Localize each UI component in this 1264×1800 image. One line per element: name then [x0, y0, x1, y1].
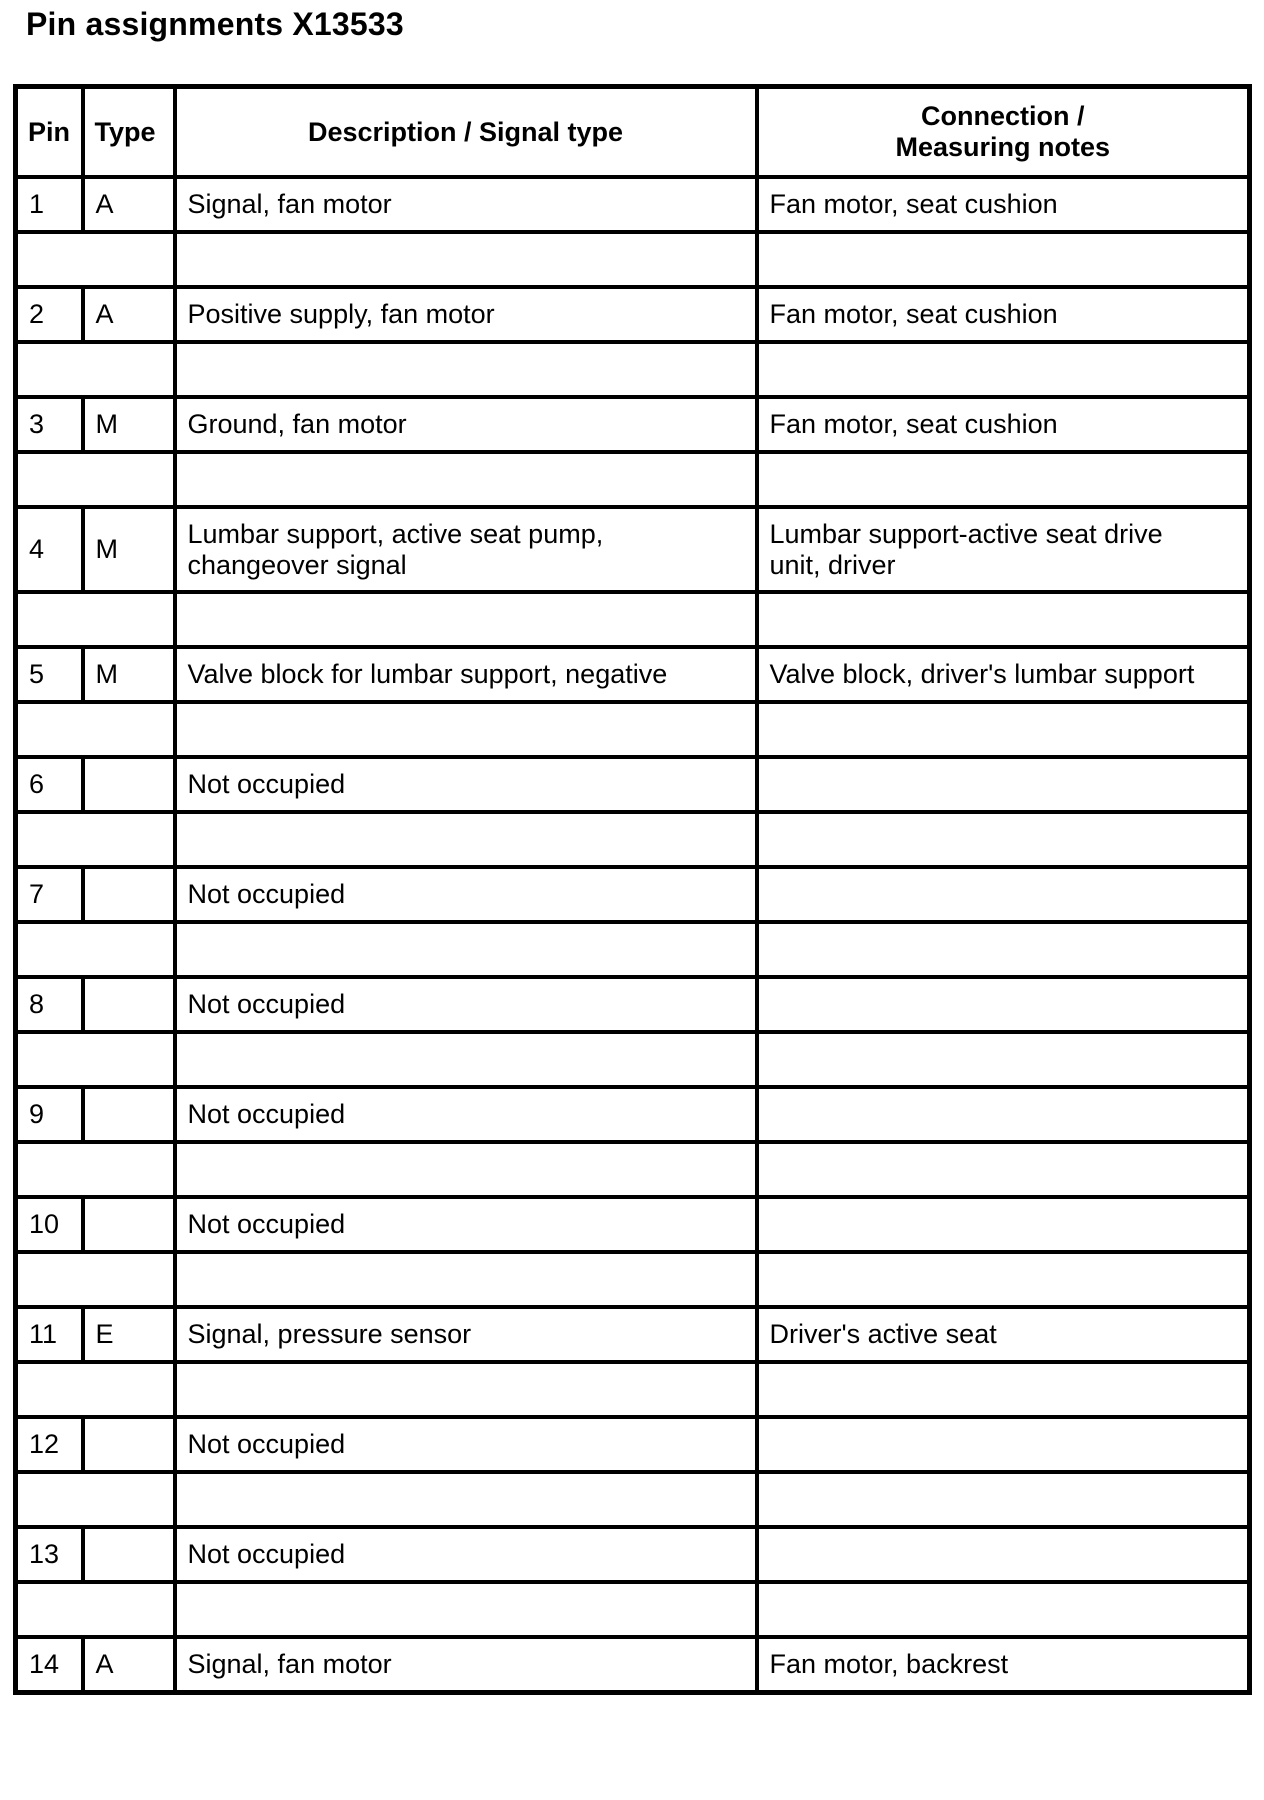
type-cell [83, 867, 175, 922]
description-cell: Not occupied [175, 977, 757, 1032]
table-row [16, 1307, 1250, 1362]
table-row [16, 867, 1250, 922]
connection-cell: Valve block, driver's lumbar support [757, 647, 1250, 702]
spacer-row [16, 1252, 1250, 1307]
table-row [16, 287, 1250, 342]
spacer-row [16, 1472, 1250, 1527]
spacer-row [16, 702, 1250, 757]
pin-cell: 2 [16, 287, 83, 342]
description-cell: Signal, fan motor [175, 177, 757, 232]
type-cell: A [83, 177, 175, 232]
pin-cell: 11 [16, 1307, 83, 1362]
table-row [16, 177, 1250, 232]
spacer-cell [16, 922, 175, 977]
spacer-cell [16, 702, 175, 757]
spacer-cell [175, 812, 757, 867]
spacer-cell [175, 452, 757, 507]
header-type: Type [83, 87, 175, 178]
spacer-cell [175, 922, 757, 977]
spacer-cell [16, 1032, 175, 1087]
page-title: Pin assignments X13533 [26, 6, 404, 42]
table-row [16, 507, 1250, 592]
spacer-cell [175, 1142, 757, 1197]
type-cell: A [83, 287, 175, 342]
connection-cell: Driver's active seat [757, 1307, 1250, 1362]
description-cell: Not occupied [175, 1197, 757, 1252]
connection-cell: Fan motor, seat cushion [757, 177, 1250, 232]
spacer-cell [757, 452, 1250, 507]
table-row [16, 757, 1250, 812]
type-cell: E [83, 1307, 175, 1362]
pin-cell: 5 [16, 647, 83, 702]
connection-cell [757, 867, 1250, 922]
description-cell: Not occupied [175, 757, 757, 812]
connection-cell [757, 1527, 1250, 1582]
header-connection-line1: Connection / [921, 101, 1085, 131]
connection-cell: Fan motor, seat cushion [757, 397, 1250, 452]
spacer-cell [175, 1582, 757, 1637]
spacer-cell [757, 1032, 1250, 1087]
table-row [16, 977, 1250, 1032]
spacer-row [16, 1142, 1250, 1197]
spacer-cell [16, 232, 175, 287]
spacer-cell [16, 1582, 175, 1637]
spacer-cell [757, 1582, 1250, 1637]
spacer-row [16, 592, 1250, 647]
pin-cell: 8 [16, 977, 83, 1032]
description-cell: Ground, fan motor [175, 397, 757, 452]
description-cell: Valve block for lumbar support, negative [175, 647, 757, 702]
pin-cell: 3 [16, 397, 83, 452]
pin-cell: 12 [16, 1417, 83, 1472]
spacer-cell [757, 232, 1250, 287]
spacer-row [16, 1582, 1250, 1637]
spacer-cell [757, 812, 1250, 867]
type-cell: M [83, 507, 175, 592]
connection-cell [757, 507, 1250, 592]
spacer-cell [175, 232, 757, 287]
table-row [16, 1197, 1250, 1252]
type-cell [83, 757, 175, 812]
connection-cell [757, 1417, 1250, 1472]
description-cell: Signal, pressure sensor [175, 1307, 757, 1362]
spacer-row [16, 812, 1250, 867]
spacer-cell [175, 702, 757, 757]
header-connection-line2: Measuring notes [895, 132, 1111, 162]
spacer-cell [175, 1472, 757, 1527]
spacer-cell [175, 342, 757, 397]
connection-line1: Lumbar support-active seat drive [769, 518, 1163, 549]
description-cell: Not occupied [175, 867, 757, 922]
spacer-cell [757, 1362, 1250, 1417]
spacer-cell [757, 702, 1250, 757]
connection-cell [757, 757, 1250, 812]
table-row [16, 1637, 1250, 1693]
connection-cell: Fan motor, backrest [757, 1637, 1250, 1693]
pin-cell: 9 [16, 1087, 83, 1142]
connection-cell: Fan motor, seat cushion [757, 287, 1250, 342]
header-description: Description / Signal type [175, 87, 757, 178]
pin-cell: 10 [16, 1197, 83, 1252]
type-cell [83, 1527, 175, 1582]
description-cell: Not occupied [175, 1527, 757, 1582]
spacer-cell [757, 342, 1250, 397]
pin-cell: 7 [16, 867, 83, 922]
table-row [16, 647, 1250, 702]
pin-assignment-table [13, 84, 1252, 1695]
type-cell: M [83, 397, 175, 452]
spacer-cell [175, 1362, 757, 1417]
connection-line2: unit, driver [769, 549, 896, 580]
pin-cell: 14 [16, 1637, 83, 1693]
connection-cell [757, 1087, 1250, 1142]
spacer-row [16, 452, 1250, 507]
type-cell [83, 1197, 175, 1252]
connection-cell [757, 977, 1250, 1032]
spacer-cell [175, 1252, 757, 1307]
spacer-cell [16, 1362, 175, 1417]
type-cell [83, 977, 175, 1032]
description-cell: Signal, fan motor [175, 1637, 757, 1693]
spacer-row [16, 922, 1250, 977]
spacer-cell [16, 592, 175, 647]
connection-cell [757, 1197, 1250, 1252]
description-line1: Lumbar support, active seat pump, [187, 518, 604, 549]
header-connection [757, 87, 1250, 178]
spacer-cell [16, 342, 175, 397]
description-cell: Not occupied [175, 1087, 757, 1142]
description-cell [175, 507, 757, 592]
table-row [16, 397, 1250, 452]
description-line2: changeover signal [187, 549, 407, 580]
spacer-cell [175, 592, 757, 647]
type-cell: M [83, 647, 175, 702]
spacer-row [16, 1032, 1250, 1087]
spacer-cell [175, 1032, 757, 1087]
type-cell [83, 1087, 175, 1142]
spacer-cell [16, 1472, 175, 1527]
spacer-cell [16, 452, 175, 507]
table-header-row [16, 87, 1250, 178]
spacer-cell [757, 592, 1250, 647]
pin-cell: 6 [16, 757, 83, 812]
pin-cell: 4 [16, 507, 83, 592]
type-cell: A [83, 1637, 175, 1693]
description-cell: Positive supply, fan motor [175, 287, 757, 342]
spacer-cell [757, 1142, 1250, 1197]
spacer-cell [757, 1472, 1250, 1527]
header-pin: Pin [16, 87, 83, 178]
description-cell: Not occupied [175, 1417, 757, 1472]
type-cell [83, 1417, 175, 1472]
spacer-cell [757, 922, 1250, 977]
table-row [16, 1087, 1250, 1142]
spacer-cell [16, 812, 175, 867]
spacer-row [16, 1362, 1250, 1417]
table-row [16, 1527, 1250, 1582]
spacer-row [16, 342, 1250, 397]
spacer-cell [16, 1142, 175, 1197]
spacer-row [16, 232, 1250, 287]
pin-cell: 13 [16, 1527, 83, 1582]
pin-cell: 1 [16, 177, 83, 232]
spacer-cell [16, 1252, 175, 1307]
spacer-cell [757, 1252, 1250, 1307]
table-row [16, 1417, 1250, 1472]
